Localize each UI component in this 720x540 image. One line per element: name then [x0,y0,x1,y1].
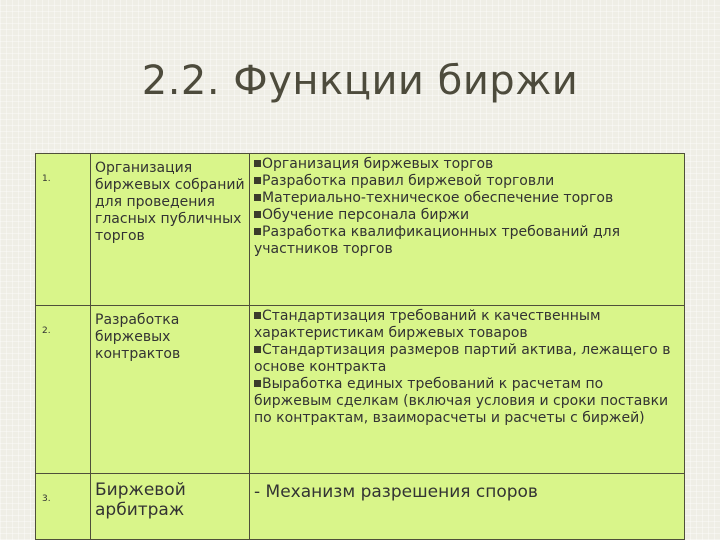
function-details [250,154,685,306]
detail-item: Выработка единых требований к расчетам по биржевым сделкам (включая условия и сроки поставки по контрактам, взаиморасчеты и расчеты с биржей) [254,376,669,426]
function-details: - Механизм разрешения споров [250,474,685,540]
square-bullet-icon [254,346,261,353]
row-number: 2. [36,306,91,474]
detail-item: Разработка квалификационных требований для участников торгов [254,224,621,257]
row-number: 1. [36,154,91,306]
square-bullet-icon [254,312,261,319]
function-name: Разработка биржевых контрактов [91,306,250,474]
functions-table [35,153,685,540]
slide-title: 2.2. Функции биржи [141,58,579,104]
table-row [36,154,685,306]
table-row [36,474,685,540]
detail-item: Материально-техническое обеспечение торгов [254,190,678,207]
function-name: Организация биржевых собраний для проведения гласных публичных торгов [91,154,250,306]
square-bullet-icon [254,211,261,218]
detail-item: Обучение персонала биржи [254,207,678,224]
square-bullet-icon [254,194,261,201]
row-number: 3. [36,474,91,540]
square-bullet-icon [254,160,261,167]
detail-item: Стандартизация размеров партий актива, лежащего в основе контракта [254,342,671,375]
function-name: Биржевой арбитраж [91,474,250,540]
function-details [250,306,685,474]
square-bullet-icon [254,228,261,235]
detail-item: Разработка правил биржевой торговли [254,173,678,190]
detail-item: Организация биржевых торгов [254,156,678,173]
detail-item: Стандартизация требований к качественным характеристикам биржевых товаров [254,308,601,341]
square-bullet-icon [254,380,261,387]
table-row [36,306,685,474]
square-bullet-icon [254,177,261,184]
